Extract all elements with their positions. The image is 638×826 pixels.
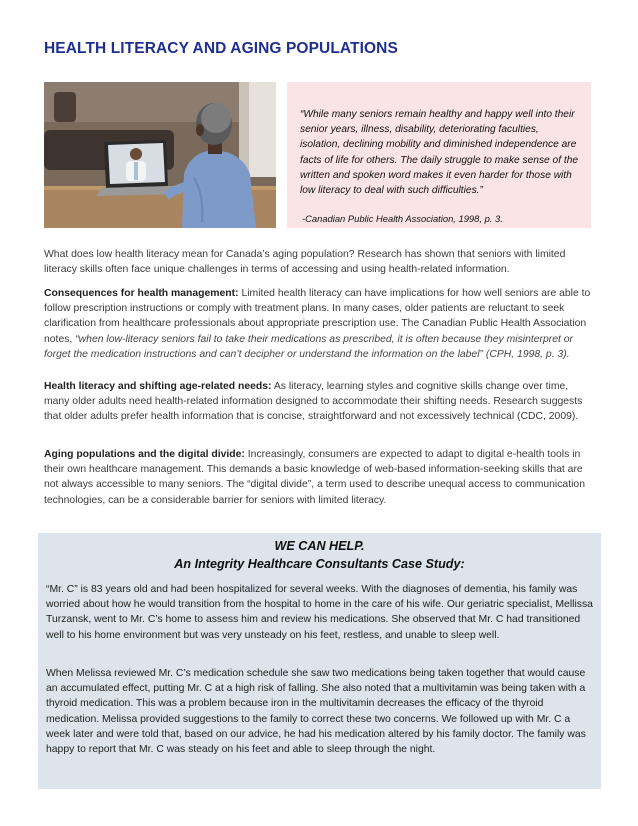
section-consequences bbox=[44, 286, 594, 362]
section-quote: “when low-literacy seniors fail to take their medications as prescribed, it is often because they misinterpret or forget the medication instructions and can’t decipher or understand the information on the label” (CPH, 1998, p. 3). bbox=[44, 333, 574, 360]
section-text: Increasingly, consumers are expected to adapt to digital e-health tools in their own healthcare management. This demands a basic knowledge of web-based information-seeking skills that are not always accessible to many seniors. The “digital divide”, a term used to describe unequal access to communication technologies, can be a considerable barrier for seniors with limited literacy. bbox=[44, 449, 585, 506]
case-study-paragraph: When Melissa reviewed Mr. C’s medication schedule she saw two medications being taken together that would cause an accumulated effect, putting Mr. C at a high risk of falling. She also noted that a multivitamin was being taken with a thyroid medication. This was a problem because iron in the multivitamin decreases the efficacy of the thyroid medication. Melissa provided suggestions to the family to correct these two concerns. We followed up with Mr. C a week later and were told that, based on our advice, he had his medication altered by his family doctor. The family was happy to report that Mr. C was steady on his feet and able to sleep through the night. bbox=[46, 668, 586, 756]
section-text: Limited health literacy can have implications for how well seniors are able to follow prescription instructions or comply with treatment plans. In many cases, older patients are reluctant to seek clarification from healthcare professionals about appropriate prescription use. The Canadian Public Health Association notes, bbox=[44, 288, 591, 345]
case-study-subheading: An Integrity Healthcare Consultants Case Study: bbox=[174, 557, 465, 571]
page-title: HEALTH LITERACY AND AGING POPULATIONS bbox=[44, 40, 398, 57]
section-digital-divide bbox=[44, 447, 594, 508]
case-study-heading: WE CAN HELP. bbox=[274, 539, 365, 553]
pull-quote bbox=[287, 82, 591, 228]
photo-illustration bbox=[44, 82, 276, 228]
section-text: As literacy, learning styles and cognitive skills change over time, many older adults need health-related information designed to accommodate their shifting needs. Research suggests that older adults prefer health information that is concise, straightforward and not excessively technical (CDC, 2009). bbox=[44, 381, 583, 423]
section-heading: Consequences for health management: bbox=[44, 288, 239, 299]
case-study-paragraph: “Mr. C” is 83 years old and had been hospitalized for several weeks. With the diagnoses of dementia, his family was worried about how he would transition from the hospital to home in the care of his wife. Our geriatric specialist, Mellissa Turzansk, went to Mr. C’s home to assess him and review his medications. She observed that Mr. C had transitioned well to his home environment but was very unsteady on his feet, restless, and unable to sleep well. bbox=[46, 584, 593, 641]
quote-source: -Canadian Public Health Association, 1998, p. 3. bbox=[302, 213, 503, 225]
section-heading: Aging populations and the digital divide: bbox=[44, 449, 245, 460]
case-study-box bbox=[38, 533, 601, 789]
section-age-related-needs bbox=[44, 379, 594, 425]
intro-paragraph: What does low health literacy mean for Canada’s aging population? Research has shown that seniors with limited literacy skills often face unique challenges in terms of accessing and using health-related information. bbox=[44, 249, 566, 276]
section-heading: Health literacy and shifting age-related needs: bbox=[44, 381, 272, 392]
quote-text: “While many seniors remain healthy and happy well into their senior years, illness, disability, deteriorating faculties, isolation, declining mobility and diminished independence are facts of life for others. The daily struggle to make sense of the written and spoken word makes it even harder for those with low literacy to deal with such difficulties.” bbox=[300, 109, 579, 197]
senior-video-call-photo bbox=[44, 82, 276, 228]
